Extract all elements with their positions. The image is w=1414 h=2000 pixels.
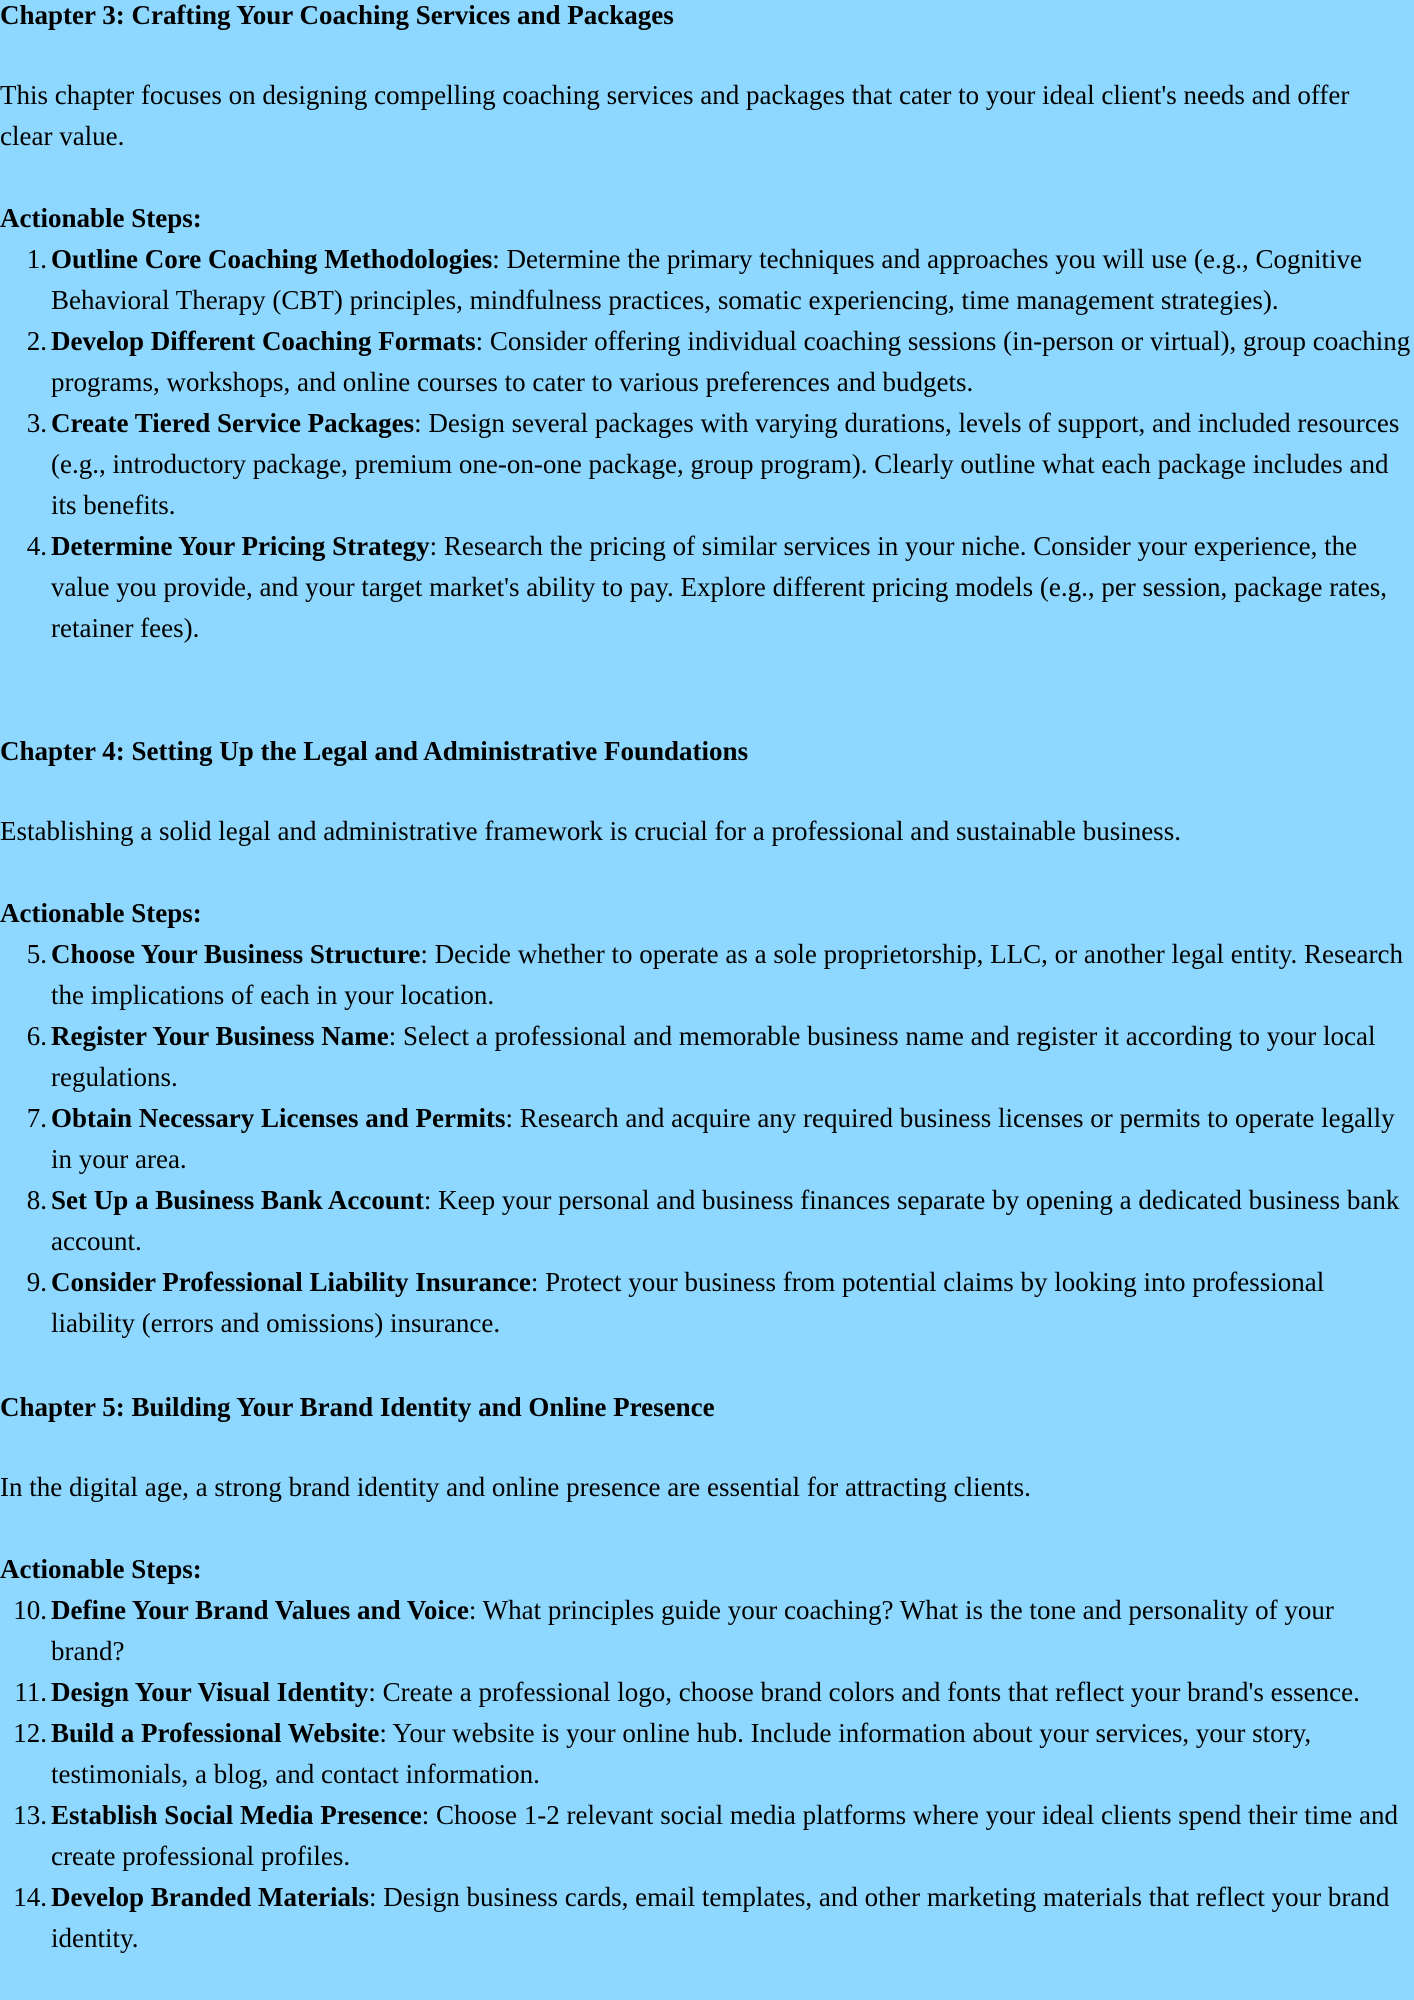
step-number: 11. [14, 1677, 47, 1707]
list-item [0, 1590, 1412, 1672]
steps-list [0, 934, 1412, 1344]
step-text: : Research the pricing of similar services in your niche. Consider your experience, the value you provide, and your target market's ability to pay. Explore different pricing models (e.g., per session, package rates, retainer fees). [51, 531, 1387, 643]
step-text: : Consider offering individual coaching sessions (in-person or virtual), group coaching programs, workshops, and online courses to cater to various preferences and budgets. [51, 326, 1411, 397]
step-number: 6. [26, 1021, 47, 1051]
list-item [0, 1672, 1412, 1713]
step-text: : Protect your business from potential claims by looking into professional liability (errors and omissions) insurance. [51, 1267, 1325, 1338]
list-item [0, 1795, 1412, 1877]
list-item [0, 321, 1412, 403]
step-term: Determine Your Pricing Strategy [51, 531, 430, 561]
step-text: : Determine the primary techniques and approaches you will use (e.g., Cognitive Behavioral Therapy (CBT) principles, mindfulness practices, somatic experiencing, time management strategies). [51, 244, 1362, 315]
chapter-title: Chapter 4: Setting Up the Legal and Administrative Foundations [0, 736, 749, 766]
step-number: 4. [26, 531, 47, 561]
step-text: : Decide whether to operate as a sole proprietorship, LLC, or another legal entity. Research the implications of each in your location. [51, 939, 1403, 1010]
list-item [0, 1098, 1412, 1180]
step-text: : Keep your personal and business finances separate by opening a dedicated business bank account. [51, 1185, 1400, 1256]
step-term: Outline Core Coaching Methodologies [51, 244, 493, 274]
step-term: Set Up a Business Bank Account [51, 1185, 424, 1215]
list-item [0, 403, 1412, 526]
step-number: 10. [13, 1595, 47, 1625]
steps-list [0, 239, 1412, 649]
step-number: 8. [26, 1185, 47, 1215]
list-item [0, 239, 1412, 321]
step-term: Design Your Visual Identity [51, 1677, 369, 1707]
steps-label: Actionable Steps: [0, 1554, 202, 1584]
step-number: 7. [26, 1103, 47, 1133]
step-text: : Create a professional logo, choose brand colors and fonts that reflect your brand's essence. [368, 1677, 1360, 1707]
steps-label: Actionable Steps: [0, 898, 202, 928]
step-number: 3. [26, 408, 47, 438]
step-text: : Research and acquire any required business licenses or permits to operate legally in your area. [51, 1103, 1395, 1174]
step-term: Establish Social Media Presence [51, 1800, 422, 1830]
step-number: 5. [26, 939, 47, 969]
step-term: Obtain Necessary Licenses and Permits [51, 1103, 506, 1133]
step-text: : Design several packages with varying durations, levels of support, and included resources (e.g., introductory package, premium one-on-one package, group program). Clearly outline what each package includes and its benefits. [51, 408, 1400, 520]
step-term: Define Your Brand Values and Voice [51, 1595, 469, 1625]
chapter-title: Chapter 5: Building Your Brand Identity and Online Presence [0, 1392, 715, 1422]
chapter-intro: Establishing a solid legal and administrative framework is crucial for a professional and sustainable business. [0, 816, 1181, 846]
step-term: Develop Branded Materials [51, 1882, 369, 1912]
list-item [0, 934, 1412, 1016]
list-item [0, 1877, 1412, 1959]
step-term: Create Tiered Service Packages [51, 408, 415, 438]
steps-label: Actionable Steps: [0, 203, 202, 233]
list-item [0, 1016, 1412, 1098]
step-number: 9. [26, 1267, 47, 1297]
list-item [0, 1262, 1412, 1344]
chapter-intro: In the digital age, a strong brand identity and online presence are essential for attracting clients. [0, 1472, 1031, 1502]
step-number: 12. [13, 1718, 47, 1748]
step-term: Build a Professional Website [51, 1718, 380, 1748]
chapter-intro: This chapter focuses on designing compelling coaching services and packages that cater to your ideal client's needs and offer clear value. [0, 80, 1350, 151]
step-text: : Design business cards, email templates, and other marketing materials that reflect your brand identity. [51, 1882, 1390, 1953]
chapter-4 [0, 736, 1414, 1338]
step-text: : What principles guide your coaching? What is the tone and personality of your brand? [51, 1595, 1334, 1666]
step-number: 14. [13, 1882, 47, 1912]
step-number: 1. [26, 244, 47, 274]
step-term: Choose Your Business Structure [51, 939, 421, 969]
step-text: : Your website is your online hub. Include information about your services, your story, testimonials, a blog, and contact information. [51, 1718, 1312, 1789]
list-item [0, 1713, 1412, 1795]
step-number: 2. [26, 326, 47, 356]
step-text: : Select a professional and memorable business name and register it according to your local regulations. [51, 1021, 1376, 1092]
list-item [0, 1180, 1412, 1262]
step-text: : Choose 1-2 relevant social media platforms where your ideal clients spend their time and create professional profiles. [51, 1800, 1398, 1871]
chapter-5 [0, 1392, 1414, 1953]
list-item [0, 526, 1412, 649]
step-term: Develop Different Coaching Formats [51, 326, 476, 356]
step-term: Consider Professional Liability Insurance [51, 1267, 531, 1297]
step-number: 13. [13, 1800, 47, 1830]
chapter-3 [0, 0, 1414, 643]
step-term: Register Your Business Name [51, 1021, 389, 1051]
steps-list [0, 1590, 1412, 1959]
chapter-title: Chapter 3: Crafting Your Coaching Services and Packages [0, 0, 674, 30]
